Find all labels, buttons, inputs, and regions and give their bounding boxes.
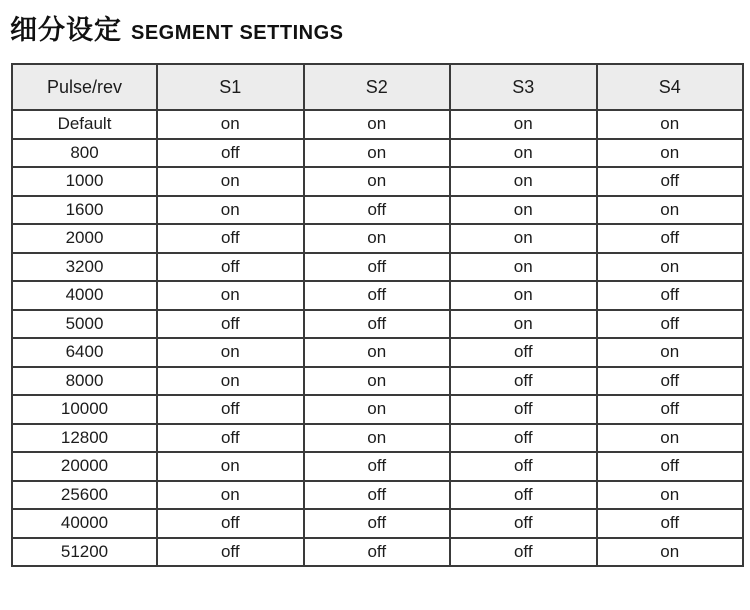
table-row bbox=[12, 196, 743, 225]
switch-state-cell: on bbox=[597, 196, 744, 225]
switch-state-cell: on bbox=[597, 253, 744, 282]
switch-state-cell: on bbox=[304, 338, 451, 367]
switch-state-cell: off bbox=[450, 538, 597, 567]
switch-state-cell: off bbox=[157, 538, 304, 567]
switch-state-cell: off bbox=[597, 281, 744, 310]
switch-state-cell: on bbox=[597, 338, 744, 367]
switch-state-cell: off bbox=[304, 538, 451, 567]
switch-state-cell: on bbox=[157, 281, 304, 310]
column-header-s1: S1 bbox=[157, 64, 304, 110]
pulse-value-cell: 40000 bbox=[12, 509, 157, 538]
table-row bbox=[12, 224, 743, 253]
pulse-value-cell: 4000 bbox=[12, 281, 157, 310]
table-row bbox=[12, 452, 743, 481]
switch-state-cell: on bbox=[304, 424, 451, 453]
pulse-value-cell: 20000 bbox=[12, 452, 157, 481]
pulse-value-cell: 1600 bbox=[12, 196, 157, 225]
table-row bbox=[12, 481, 743, 510]
switch-state-cell: off bbox=[157, 310, 304, 339]
switch-state-cell: on bbox=[157, 481, 304, 510]
page-title bbox=[10, 8, 750, 47]
switch-state-cell: off bbox=[450, 367, 597, 396]
pulse-value-cell: 3200 bbox=[12, 253, 157, 282]
switch-state-cell: on bbox=[450, 224, 597, 253]
switch-state-cell: on bbox=[597, 424, 744, 453]
switch-state-cell: on bbox=[157, 367, 304, 396]
pulse-value-cell: 800 bbox=[12, 139, 157, 168]
switch-state-cell: on bbox=[450, 196, 597, 225]
page-title-chinese: 细分设定 bbox=[10, 15, 122, 45]
switch-state-cell: off bbox=[157, 509, 304, 538]
switch-state-cell: off bbox=[597, 367, 744, 396]
column-header-s4: S4 bbox=[597, 64, 744, 110]
switch-state-cell: on bbox=[157, 196, 304, 225]
page-title-english: SEGMENT SETTINGS bbox=[131, 22, 344, 44]
switch-state-cell: off bbox=[450, 509, 597, 538]
switch-state-cell: on bbox=[304, 224, 451, 253]
switch-state-cell: on bbox=[597, 110, 744, 139]
column-header-pulse-rev: Pulse/rev bbox=[12, 64, 157, 110]
switch-state-cell: on bbox=[450, 167, 597, 196]
table-body bbox=[12, 110, 743, 566]
table-row bbox=[12, 167, 743, 196]
switch-state-cell: on bbox=[450, 139, 597, 168]
pulse-value-cell: 25600 bbox=[12, 481, 157, 510]
pulse-value-cell: 10000 bbox=[12, 395, 157, 424]
switch-state-cell: on bbox=[157, 110, 304, 139]
pulse-value-cell: 6400 bbox=[12, 338, 157, 367]
switch-state-cell: on bbox=[304, 139, 451, 168]
switch-state-cell: off bbox=[450, 481, 597, 510]
table-row bbox=[12, 310, 743, 339]
header-row bbox=[12, 64, 743, 110]
segment-settings-table bbox=[11, 63, 744, 567]
switch-state-cell: off bbox=[157, 395, 304, 424]
switch-state-cell: off bbox=[157, 224, 304, 253]
switch-state-cell: off bbox=[304, 452, 451, 481]
switch-state-cell: off bbox=[450, 424, 597, 453]
switch-state-cell: off bbox=[157, 424, 304, 453]
switch-state-cell: off bbox=[304, 253, 451, 282]
switch-state-cell: off bbox=[450, 452, 597, 481]
column-header-s3: S3 bbox=[450, 64, 597, 110]
switch-state-cell: on bbox=[304, 367, 451, 396]
switch-state-cell: off bbox=[157, 253, 304, 282]
switch-state-cell: off bbox=[304, 196, 451, 225]
switch-state-cell: on bbox=[157, 167, 304, 196]
switch-state-cell: off bbox=[597, 509, 744, 538]
table-row bbox=[12, 395, 743, 424]
table-row bbox=[12, 338, 743, 367]
column-header-s2: S2 bbox=[304, 64, 451, 110]
table-row bbox=[12, 281, 743, 310]
table-row bbox=[12, 509, 743, 538]
switch-state-cell: on bbox=[450, 281, 597, 310]
switch-state-cell: off bbox=[304, 310, 451, 339]
switch-state-cell: on bbox=[304, 167, 451, 196]
switch-state-cell: on bbox=[450, 253, 597, 282]
table-row bbox=[12, 139, 743, 168]
pulse-value-cell: 12800 bbox=[12, 424, 157, 453]
pulse-value-cell: 1000 bbox=[12, 167, 157, 196]
pulse-value-cell: 2000 bbox=[12, 224, 157, 253]
switch-state-cell: on bbox=[597, 538, 744, 567]
table-row bbox=[12, 253, 743, 282]
switch-state-cell: on bbox=[157, 452, 304, 481]
pulse-value-cell: Default bbox=[12, 110, 157, 139]
switch-state-cell: on bbox=[304, 110, 451, 139]
switch-state-cell: off bbox=[304, 509, 451, 538]
switch-state-cell: on bbox=[597, 481, 744, 510]
switch-state-cell: off bbox=[450, 338, 597, 367]
table-row bbox=[12, 538, 743, 567]
switch-state-cell: on bbox=[450, 110, 597, 139]
switch-state-cell: off bbox=[597, 310, 744, 339]
switch-state-cell: off bbox=[597, 452, 744, 481]
pulse-value-cell: 51200 bbox=[12, 538, 157, 567]
table-row bbox=[12, 367, 743, 396]
switch-state-cell: off bbox=[597, 167, 744, 196]
table-row bbox=[12, 110, 743, 139]
switch-state-cell: on bbox=[304, 395, 451, 424]
switch-state-cell: on bbox=[157, 338, 304, 367]
switch-state-cell: off bbox=[157, 139, 304, 168]
table-row bbox=[12, 424, 743, 453]
switch-state-cell: on bbox=[450, 310, 597, 339]
switch-state-cell: off bbox=[304, 481, 451, 510]
switch-state-cell: off bbox=[450, 395, 597, 424]
switch-state-cell: on bbox=[597, 139, 744, 168]
pulse-value-cell: 8000 bbox=[12, 367, 157, 396]
switch-state-cell: off bbox=[597, 395, 744, 424]
table-header bbox=[12, 64, 743, 110]
switch-state-cell: off bbox=[304, 281, 451, 310]
pulse-value-cell: 5000 bbox=[12, 310, 157, 339]
switch-state-cell: off bbox=[597, 224, 744, 253]
